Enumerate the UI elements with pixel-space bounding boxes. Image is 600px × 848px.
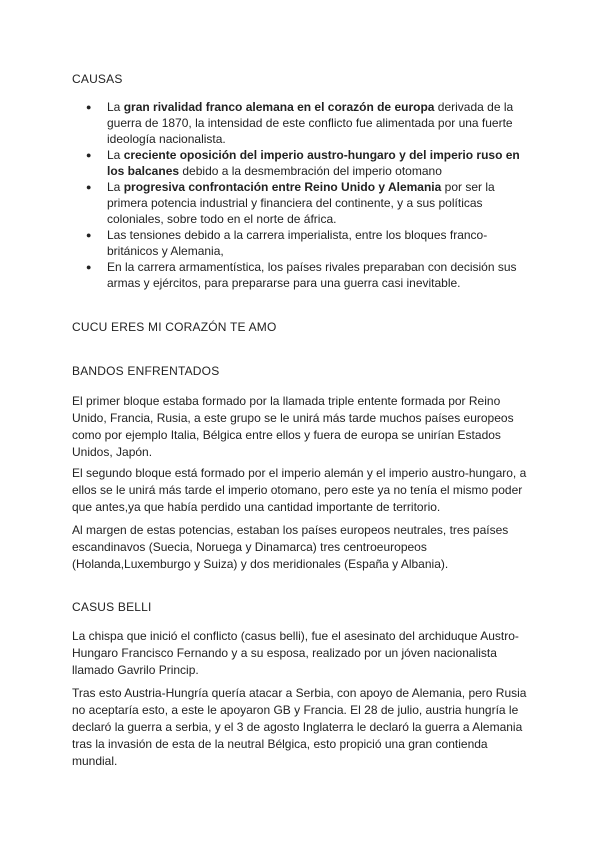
- bandos-paragraph-2: El segundo bloque está formado por el imperio alemán y el imperio austro-hungaro, a ellos se le unirá más tarde el imperio otomano, pero este ya no tenía el mismo poder que antes,ya que había perdido una cantidad importante de territorio.: [72, 466, 527, 514]
- bandos-paragraph-1: El primer bloque estaba formado por la llamada triple entente formada por Reino Unido, Francia, Rusia, a este grupo se le unirá más tarde muchos países europeos como por ejemplo Italia, Bélgica entre ellos y fuera de europa se unirían Estados Unidos, Japón.: [72, 394, 514, 459]
- casus-heading: CASUS BELLI: [72, 600, 152, 614]
- causas-item: ● En la carrera armamentística, los países rivales preparaban con decisión sus armas y ejércitos, para prepararse para una guerra casi inevitable.: [90, 259, 530, 291]
- bandos-heading: BANDOS ENFRENTADOS: [72, 364, 220, 378]
- casus-paragraph-1: La chispa que inició el conflicto (casus belli), fue el asesinato del archiduque Austro-Hungaro Francisco Fernando y a su esposa, realizado por un jóven nacionalista llamado Gavrilo Princip.: [72, 629, 519, 677]
- causas-item: ● Las tensiones debido a la carrera imperialista, entre los bloques franco-británicos y Alemania,: [90, 227, 530, 259]
- causas-item: ● La progresiva confrontación entre Reino Unido y Alemania por ser la primera potencia industrial y financiera del continente, y a sus políticas coloniales, sobre todo en el norte de áfrica.: [90, 179, 530, 227]
- causas-item: ● La gran rivalidad franco alemana en el corazón de europa derivada de la guerra de 1870, la intensidad de este conflicto fue alimentada por una fuerte ideología nacionalista.: [90, 99, 530, 147]
- causas-list: [90, 99, 530, 291]
- casus-paragraph-2: Tras esto Austria-Hungría quería atacar a Serbia, con apoyo de Alemania, pero Rusia no aceptaría esto, a este le apoyaron GB y Francia. El 28 de julio, austria hungría le declaró la guerra a serbia, y el 3 de agosto Inglaterra le declaró la guerra a Alemania tras la invasión de esta de la neutral Bélgica, esto propició una gran contienda mundial.: [72, 686, 527, 768]
- causas-item: ● La creciente oposición del imperio austro-hungaro y del imperio ruso en los balcanes debido a la desmembración del imperio otomano: [90, 147, 530, 179]
- bandos-paragraph-3: Al margen de estas potencias, estaban los países europeos neutrales, tres países escandinavos (Suecia, Noruega y Dinamarca) tres centroeuropeos (Holanda,Luxemburgo y Suiza) y dos meridionales (España y Albania).: [72, 523, 509, 571]
- causas-heading: CAUSAS: [72, 72, 123, 86]
- extra-line: CUCU ERES MI CORAZÓN TE AMO: [72, 320, 277, 334]
